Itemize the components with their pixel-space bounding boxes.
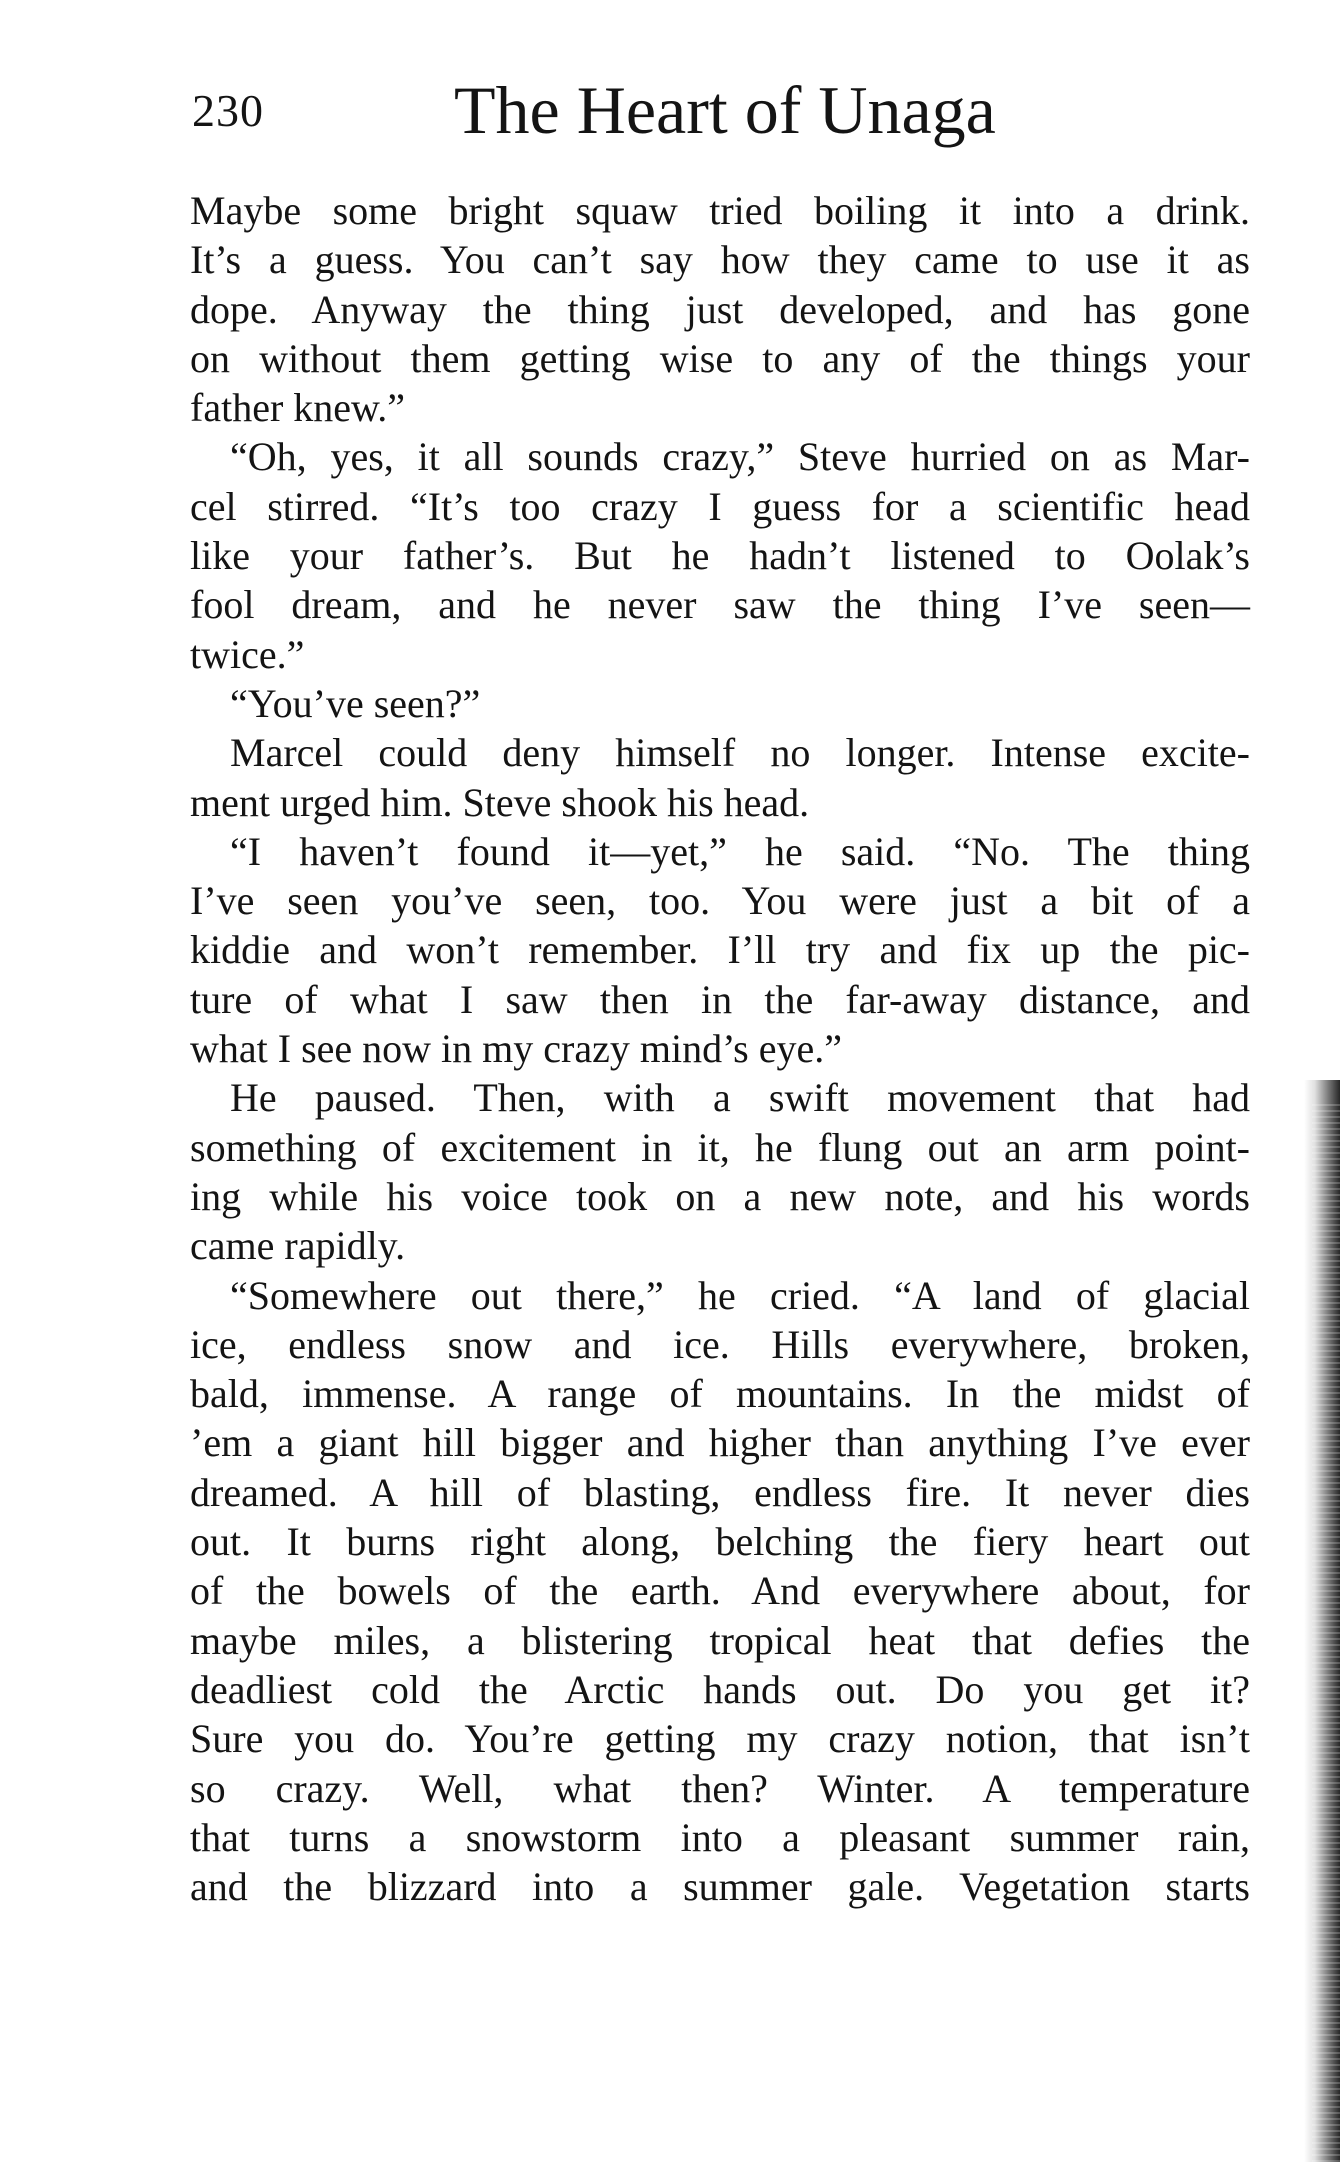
text-line: deadliest cold the Arctic hands out. Do you get it? — [190, 1666, 1250, 1712]
text-line: “Oh, yes, it all sounds crazy,” Steve hurried on as Mar- — [230, 434, 1250, 480]
text-line: on without them getting wise to any of the things your — [190, 335, 1250, 381]
text-line: It’s a guess. You can’t say how they came to use it as — [190, 237, 1250, 283]
text-line: father knew.” — [190, 385, 406, 431]
running-head — [192, 70, 1252, 160]
text-line: like your father’s. But he hadn’t listened to Oolak’s — [190, 533, 1250, 579]
text-line: came rapidly. — [190, 1223, 406, 1269]
text-line: ice, endless snow and ice. Hills everywhere, broken, — [190, 1321, 1250, 1367]
book-title: The Heart of Unaga — [454, 72, 996, 148]
text-line: of the bowels of the earth. And everywhere about, for — [190, 1568, 1250, 1614]
text-line: so crazy. Well, what then? Winter. A temperature — [190, 1765, 1250, 1811]
text-line: out. It burns right along, belching the fiery heart out — [190, 1519, 1250, 1565]
text-line: ment urged him. Steve shook his head. — [190, 779, 810, 825]
text-line: ’em a giant hill bigger and higher than anything I’ve ever — [190, 1420, 1250, 1466]
text-line: Maybe some bright squaw tried boiling it into a drink. — [190, 188, 1250, 233]
page-number: 230 — [192, 85, 264, 136]
text-line: “Somewhere out there,” he cried. “A land of glacial — [230, 1272, 1250, 1318]
text-line: dope. Anyway the thing just developed, and has gone — [190, 286, 1250, 332]
text-line: kiddie and won’t remember. I’ll try and fix up the pic- — [190, 927, 1250, 973]
text-line: cel stirred. “It’s too crazy I guess for a scientific head — [190, 483, 1250, 529]
text-line: and the blizzard into a summer gale. Vegetation starts — [190, 1864, 1250, 1910]
text-line: dreamed. A hill of blasting, endless fire. It never dies — [190, 1469, 1250, 1515]
text-line: “You’ve seen?” — [230, 680, 481, 726]
text-line: “I haven’t found it—yet,” he said. “No. The thing — [230, 828, 1250, 874]
body-text — [190, 186, 1250, 1911]
text-line: Sure you do. You’re getting my crazy notion, that isn’t — [190, 1716, 1250, 1762]
text-line: He paused. Then, with a swift movement that had — [230, 1075, 1250, 1121]
text-line: ing while his voice took on a new note, and his words — [190, 1173, 1250, 1219]
text-line: maybe miles, a blistering tropical heat that defies the — [190, 1617, 1250, 1663]
text-line: twice.” — [190, 631, 305, 677]
text-line: ture of what I saw then in the far-away distance, and — [190, 976, 1250, 1022]
text-line: I’ve seen you’ve seen, too. You were just a bit of a — [190, 878, 1250, 924]
page-edge-speckle — [1312, 1100, 1340, 2162]
text-line: what I see now in my crazy mind’s eye.” — [190, 1026, 843, 1072]
text-line: fool dream, and he never saw the thing I’ve seen— — [190, 582, 1250, 628]
text-line: bald, immense. A range of mountains. In the midst of — [190, 1371, 1250, 1417]
text-line: that turns a snowstorm into a pleasant summer rain, — [190, 1814, 1250, 1860]
text-line: something of excitement in it, he flung out an arm point- — [190, 1124, 1250, 1170]
text-line: Marcel could deny himself no longer. Intense excite- — [230, 730, 1250, 776]
